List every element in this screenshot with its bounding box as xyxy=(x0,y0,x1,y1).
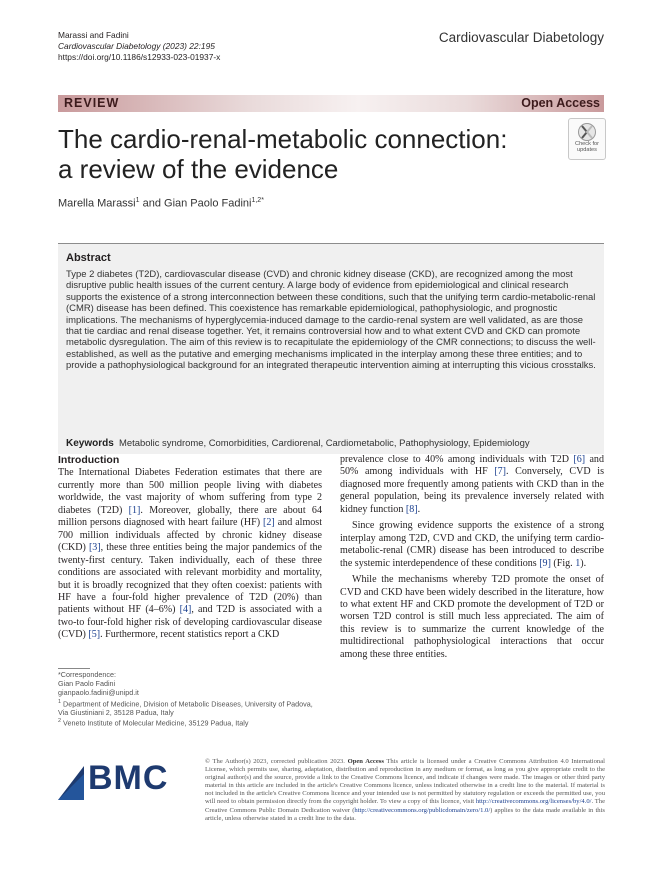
title-line-2: a review of the evidence xyxy=(58,154,339,184)
author-name[interactable]: Gian Paolo Fadini xyxy=(164,197,252,210)
open-access-bold: Open Access xyxy=(347,758,384,765)
intro-paragraph-3: While the mechanisms whereby T2D promote the onset of CVD and CKD have been widely described in the literature, how to what extent HF and CKD promote the development of T2D or worsen T2D control is still much less appreciated. The aim of this review is to summarize the current knowledge of the multidirectional pathophysiological interactions that occur among these three entities. xyxy=(340,574,604,660)
author-affiliation: 1 xyxy=(135,197,140,204)
abstract-heading: Abstract xyxy=(66,252,111,264)
correspondence-name: Gian Paolo Fadini xyxy=(58,679,116,689)
article-type-banner xyxy=(58,95,604,112)
publisher-logo: BMC xyxy=(88,759,169,797)
affiliation-2: $^2$ Veneto Institute of Molecular Medicine, 35129 Padua, Italy xyxy=(58,718,249,728)
intro-paragraph-2: Since growing evidence supports the existence of a strong interplay among T2D, CVD and CKD, the unifying term cardio-metabolic-renal (CMR) disease has been introduced to describe the systemic interdependence of these conditions [9] (Fig. 1). xyxy=(340,520,604,569)
public-domain-link[interactable]: http://creativecommons.org/publicdomain/zero/1.0/ xyxy=(354,806,491,814)
check-for-updates-button[interactable] xyxy=(568,118,606,160)
license-text: © The Author(s) 2023, corrected publication 2023. Open Access This article is licensed under a Creative Commons Attribution 4.0 International License, which permits use, sharing, adaptation, distribution and reproduction in any medium or format, as long as you give appropriate credit to the original author(s) and the source, provide a link to the Creative Commons licence, and indicate if changes were made. The images or other third party material in this article are included in the article's Creative Commons licence, unless indicated otherwise in a credit line to the material. If material is not included in the article's Creative Commons licence and your intended use is not permitted by statutory regulation or exceeds the permitted use, you will need to obtain permission directly from the copyright holder. To view a copy of this licence, visit http://creativecommons.org/licenses/by/4.0/. The Creative Commons Public Domain Dedication waiver (http://creativecommons.org/publicdomain/zero/1.0/) applies to the data made available in this article, unless otherwise stated in a credit line to the data. xyxy=(205,758,605,822)
article-type-label: REVIEW xyxy=(64,96,120,110)
citation-link[interactable]: [9] xyxy=(539,557,551,569)
abstract-text: Type 2 diabetes (T2D), cardiovascular disease (CVD) and chronic kidney disease (CKD), are recognized among the most disruptive public health issues of the current century. A large body of evidence from epidemiological and clinical research supports the existence of a strong interconnection between these conditions, such that the unifying term cardio-metabolic-renal (CMR) disease has been defined. This coexistence has remarkable epidemiological, pathophysiologic, and prognostic implications. The mechanisms of hyperglycemia-induced damage to the cardio-renal system are well validated, as are those that tie cardiac and renal disease together. Yet, it remains controversial how and to what extent CVD and CKD can promote metabolic dysregulation. The aim of this review is to recapitulate the epidemiology of the CMR connections; to discuss the well-established, as well as the putative and emerging mechanisms implicated in the interplay among these three entities; and to provide a pathophysiological background for an integrated therapeutic intervention aiming at interrupting this vicious crosstalks. xyxy=(66,269,596,372)
citation-link[interactable]: [5] xyxy=(88,629,101,641)
open-access-label: Open Access xyxy=(521,96,600,110)
abstract-box xyxy=(58,243,604,454)
article-title xyxy=(58,124,538,184)
citation-link[interactable]: [4] xyxy=(179,604,192,616)
citation-link[interactable]: [6] xyxy=(573,454,586,465)
running-head-left xyxy=(58,30,220,63)
citation-link[interactable]: [8] xyxy=(405,503,418,515)
intro-paragraph-1-continued: prevalence close to 40% among individuals with T2D [6] and 50% among individuals with HF [7]. Conversely, CVD is diagnosed more frequently among patients with CKD than in the general population, being its prevalence inversely related with kidney function [8]. xyxy=(340,454,604,515)
citation-link[interactable]: [7] xyxy=(494,466,507,478)
keywords xyxy=(66,438,596,449)
citation-link[interactable]: [3] xyxy=(88,542,101,554)
author-separator: and xyxy=(139,197,165,210)
body-column-left xyxy=(58,454,322,642)
doi-link[interactable]: https://doi.org/10.1186/s12933-023-01937-x xyxy=(58,52,221,62)
keywords-label: Keywords xyxy=(66,438,114,449)
citation-link[interactable]: [2] xyxy=(263,517,275,529)
journal-name: Cardiovascular Diabetology xyxy=(438,30,604,45)
correspondence-email-link[interactable]: gianpaolo.fadini@unipd.it xyxy=(58,688,139,698)
footnote-divider xyxy=(58,668,90,669)
author-affiliation: 1,2* xyxy=(251,197,264,204)
affiliation-1: $^1$ Department of Medicine, Division of Metabolic Diseases, University of Padova, Via Giustiniani 2, 35128 Padua, Italy xyxy=(58,698,313,718)
body-column-right xyxy=(340,454,604,661)
running-head-citation: Cardiovascular Diabetology (2023) 22:195 xyxy=(58,41,215,51)
author-name[interactable]: Marella Marassi xyxy=(58,197,136,210)
correspondence-label: *Correspondence: xyxy=(58,670,116,679)
crossmark-label-1: Check for xyxy=(575,141,599,147)
section-heading-introduction: Introduction xyxy=(58,454,120,466)
keywords-list: Metabolic syndrome, Comorbidities, Cardiorenal, Cardiometabolic, Pathophysiology, Epidemiology xyxy=(119,438,530,449)
crossmark-icon xyxy=(576,122,598,142)
citation-link[interactable]: [1] xyxy=(128,504,141,516)
license-link[interactable]: http://creativecommons.org/licenses/by/4.0/ xyxy=(475,798,592,806)
footnotes xyxy=(58,670,322,728)
title-line-1: The cardio-renal-metabolic connection: xyxy=(58,124,508,154)
author-list xyxy=(58,197,264,210)
figure-link[interactable]: 1 xyxy=(575,557,581,569)
crossmark-label-2: updates xyxy=(577,147,597,154)
intro-paragraph-1: The International Diabetes Federation estimates that there are currently more than 500 million people living with diabetes worldwide, the vast majority of whom suffering from type 2 diabetes (T2D) [1]. Moreover, globally, there are about 64 million persons diagnosed with heart failure (HF) [2] and almost 700 million individuals affected by chronic kidney disease (CKD) [3], these three entities being the major pandemics of the twenty-first century. Taken individually, each of these three conditions are associated with relevant morbidity and mortality, but it is broadly recognized that they often coexist: patients with HF have a four-fold higher prevalence of T2D (20%) than patients without HF (4–6%) [4], and T2D is associated with a two-to four-fold higher risk of developing cardiovascular disease (CVD) [5]. Furthermore, recent statistics report a CKD xyxy=(58,467,322,641)
running-head-authors: Marassi and Fadini xyxy=(58,30,129,40)
